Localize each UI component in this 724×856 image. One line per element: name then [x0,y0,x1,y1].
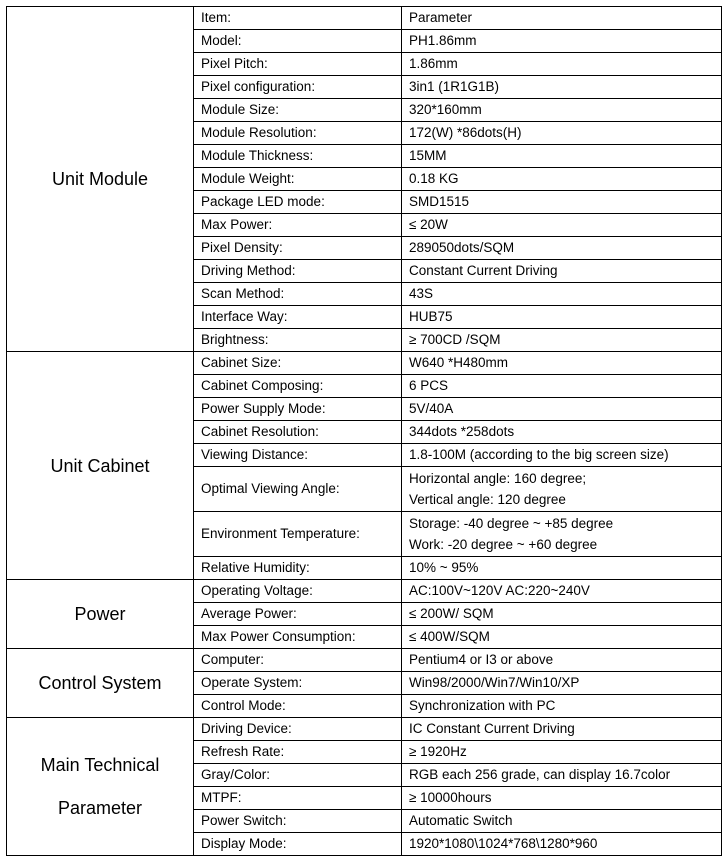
spec-value: W640 *H480mm [402,352,722,375]
spec-value: ≥ 1920Hz [402,741,722,764]
spec-label: Display Mode: [194,833,402,856]
spec-value: 344dots *258dots [402,421,722,444]
spec-value: 1920*1080\1024*768\1280*960 [402,833,722,856]
spec-value [402,467,722,512]
spec-value: Win98/2000/Win7/Win10/XP [402,672,722,695]
spec-label: Computer: [194,649,402,672]
spec-label: Max Power Consumption: [194,626,402,649]
spec-label: Pixel configuration: [194,76,402,99]
spec-label: Relative Humidity: [194,557,402,580]
spec-value: HUB75 [402,306,722,329]
spec-value: ≥ 10000hours [402,787,722,810]
group-cell-main-technical-parameter [7,718,194,856]
spec-label: Power Switch: [194,810,402,833]
spec-value: 6 PCS [402,375,722,398]
spec-label: Model: [194,30,402,53]
spec-label: Driving Method: [194,260,402,283]
spec-label: Pixel Pitch: [194,53,402,76]
table-header-row [7,7,722,30]
group-label: Parameter [57,798,143,818]
spec-label: Driving Device: [194,718,402,741]
spec-value-line: Storage: -40 degree ~ +85 degree [409,516,614,531]
spec-label: Scan Method: [194,283,402,306]
spec-label: Power Supply Mode: [194,398,402,421]
spec-value: PH1.86mm [402,30,722,53]
spec-value: 10% ~ 95% [402,557,722,580]
header-parameter: Parameter [402,7,722,30]
spec-value: Automatic Switch [402,810,722,833]
spec-label: Average Power: [194,603,402,626]
spec-table-body [7,7,722,856]
group-label: Unit Module [51,169,149,189]
spec-label: Control Mode: [194,695,402,718]
spec-label: Brightness: [194,329,402,352]
spec-value [402,512,722,557]
spec-label: Max Power: [194,214,402,237]
spec-label: Gray/Color: [194,764,402,787]
spec-label: Viewing Distance: [194,444,402,467]
spec-label: Environment Temperature: [194,512,402,557]
table-row [7,718,722,741]
spec-value: SMD1515 [402,191,722,214]
spec-label: Interface Way: [194,306,402,329]
spec-label: Refresh Rate: [194,741,402,764]
spec-table [6,6,722,856]
spec-label: Cabinet Size: [194,352,402,375]
spec-value: 172(W) *86dots(H) [402,122,722,145]
spec-value: Constant Current Driving [402,260,722,283]
spec-label: Optimal Viewing Angle: [194,467,402,512]
spec-value: 5V/40A [402,398,722,421]
spec-value: ≥ 700CD /SQM [402,329,722,352]
spec-value: Pentium4 or I3 or above [402,649,722,672]
spec-label: Module Weight: [194,168,402,191]
group-cell-control-system [7,649,194,718]
spec-value: 43S [402,283,722,306]
spec-value-line: Work: -20 degree ~ +60 degree [409,537,598,552]
spec-value: 1.8-100M (according to the big screen size) [402,444,722,467]
group-cell-unit-cabinet [7,352,194,580]
spec-value: 1.86mm [402,53,722,76]
spec-label: MTPF: [194,787,402,810]
spec-value: Synchronization with PC [402,695,722,718]
spec-value: 3in1 (1R1G1B) [402,76,722,99]
spec-label: Module Size: [194,99,402,122]
group-label: Unit Cabinet [50,455,150,476]
spec-label: Operate System: [194,672,402,695]
group-cell-power [7,580,194,649]
spec-label: Package LED mode: [194,191,402,214]
spec-value: 320*160mm [402,99,722,122]
group-label: Control System [38,673,162,693]
spec-label: Pixel Density: [194,237,402,260]
group-label: Power [74,604,126,624]
spec-label: Cabinet Composing: [194,375,402,398]
spec-label: Module Resolution: [194,122,402,145]
spec-value-line: Horizontal angle: 160 degree; [409,471,587,486]
spec-label: Operating Voltage: [194,580,402,603]
spec-value: ≤ 20W [402,214,722,237]
spec-value: ≤ 400W/SQM [402,626,722,649]
spec-value: IC Constant Current Driving [402,718,722,741]
header-item: Item: [194,7,402,30]
spec-value: 289050dots/SQM [402,237,722,260]
table-row [7,580,722,603]
spec-label: Module Thickness: [194,145,402,168]
spec-value-line: Vertical angle: 120 degree [409,492,566,507]
spec-value: 0.18 KG [402,168,722,191]
table-row [7,352,722,375]
group-label: Main Technical [40,755,160,775]
spec-value: AC:100V~120V AC:220~240V [402,580,722,603]
spec-value: ≤ 200W/ SQM [402,603,722,626]
spec-label: Cabinet Resolution: [194,421,402,444]
table-row [7,649,722,672]
spec-value: 15MM [402,145,722,168]
group-cell-unit-module [7,7,194,352]
spec-value: RGB each 256 grade, can display 16.7color [402,764,722,787]
